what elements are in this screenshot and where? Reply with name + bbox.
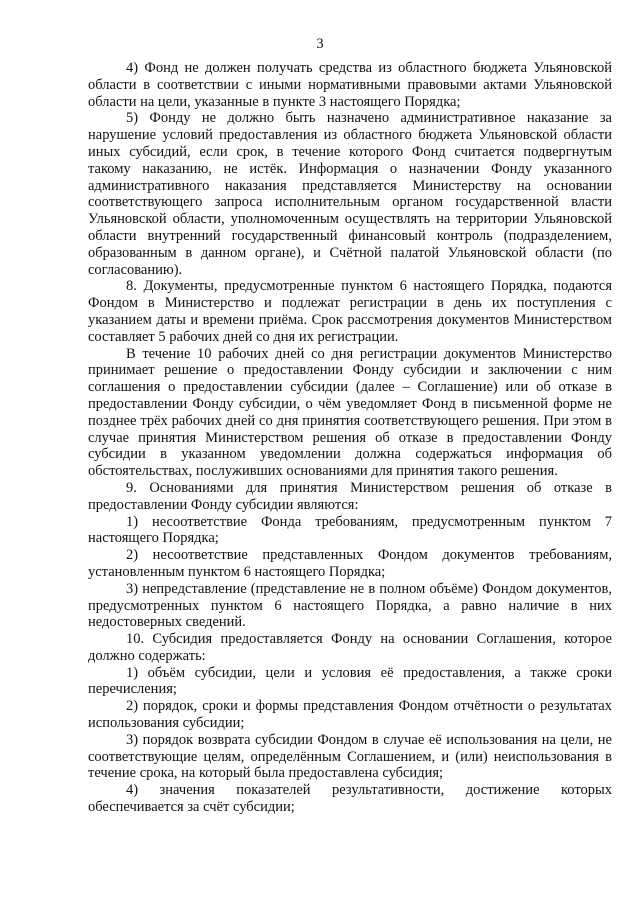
paragraph-10-1: 1) объём субсидии, цели и условия её предоставления, а также сроки перечисления;: [88, 664, 612, 698]
paragraph-9-3: 3) непредставление (представление не в полном объёме) Фондом документов, предусмотренных пунктом 6 настоящего Порядка, а равно наличие в них недостоверных сведений.: [88, 580, 612, 631]
paragraph-9-2: 2) несоответствие представленных Фондом документов требованиям, установленным пунктом 6 настоящего Порядка;: [88, 547, 612, 580]
paragraph-4: 4) Фонд не должен получать средства из областного бюджета Ульяновской области в соответствии с иными нормативными правовыми актами Ульяновской области на цели, указанные в пункте 3 настоящего Порядка;: [88, 60, 612, 110]
paragraph-10-4: 4) значения показателей результативности, достижение которых обеспечивается за счёт субсидии;: [88, 782, 612, 816]
paragraph-9-1: 1) несоответствие Фонда требованиям, предусмотренным пунктом 7 настоящего Порядка;: [88, 513, 612, 547]
paragraph-decision-term: В течение 10 рабочих дней со дня регистрации документов Министерство принимает решение о предоставлении Фонду субсидии и заключении с ним соглашения о предоставлении субсидии (далее – Соглашение) или об отказе в предоставлении Фонду субсидии, о чём уведомляет Фонд в письменной форме не позднее трёх рабочих дней со дня принятия соответствующего решения. При этом в случае принятия Министерством решения об отказе в предоставлении Фонду субсидии в указанном уведомлении должна содержаться информация об обстоятельствах, послуживших основаниями для принятия такого решения.: [88, 345, 612, 480]
document-body: [88, 60, 612, 816]
paragraph-item-8: 8. Документы, предусмотренные пунктом 6 настоящего Порядка, подаются Фондом в Министерство и подлежат регистрации в день их поступления с указанием даты и времени приёма. Срок рассмотрения документов Министерством составляет 5 рабочих дней со дня их регистрации.: [88, 278, 612, 345]
paragraph-10-3: 3) порядок возврата субсидии Фондом в случае её использования на цели, не соответствующие целям, определённым Соглашением, и (или) неиспользования в течение срока, на который была предоставлена субсидия;: [88, 731, 612, 782]
paragraph-item-9: 9. Основаниями для принятия Министерством решения об отказе в предоставлении Фонду субсидии являются:: [88, 479, 612, 513]
page-number: 3: [316, 36, 324, 52]
paragraph-item-10: 10. Субсидия предоставляется Фонду на основании Соглашения, которое должно содержать:: [88, 631, 612, 664]
paragraph-10-2: 2) порядок, сроки и формы представления Фондом отчётности о результатах использования субсидии;: [88, 698, 612, 732]
paragraph-5: 5) Фонду не должно быть назначено административное наказание за нарушение условий предоставления из областного бюджета Ульяновской области иных субсидий, если срок, в течение которого Фонд считается подвергнутым такому наказанию, не истёк. Информация о назначении Фонду указанного административного наказания представляется Министерству на основании соответствующего запроса исполнительным органом государственной власти Ульяновской области, уполномоченным осуществлять на территории Ульяновской области внутренний государственный финансовый контроль (подразделением, образованным в данном органе), и Счётной палатой Ульяновской области (по согласованию).: [88, 110, 612, 278]
